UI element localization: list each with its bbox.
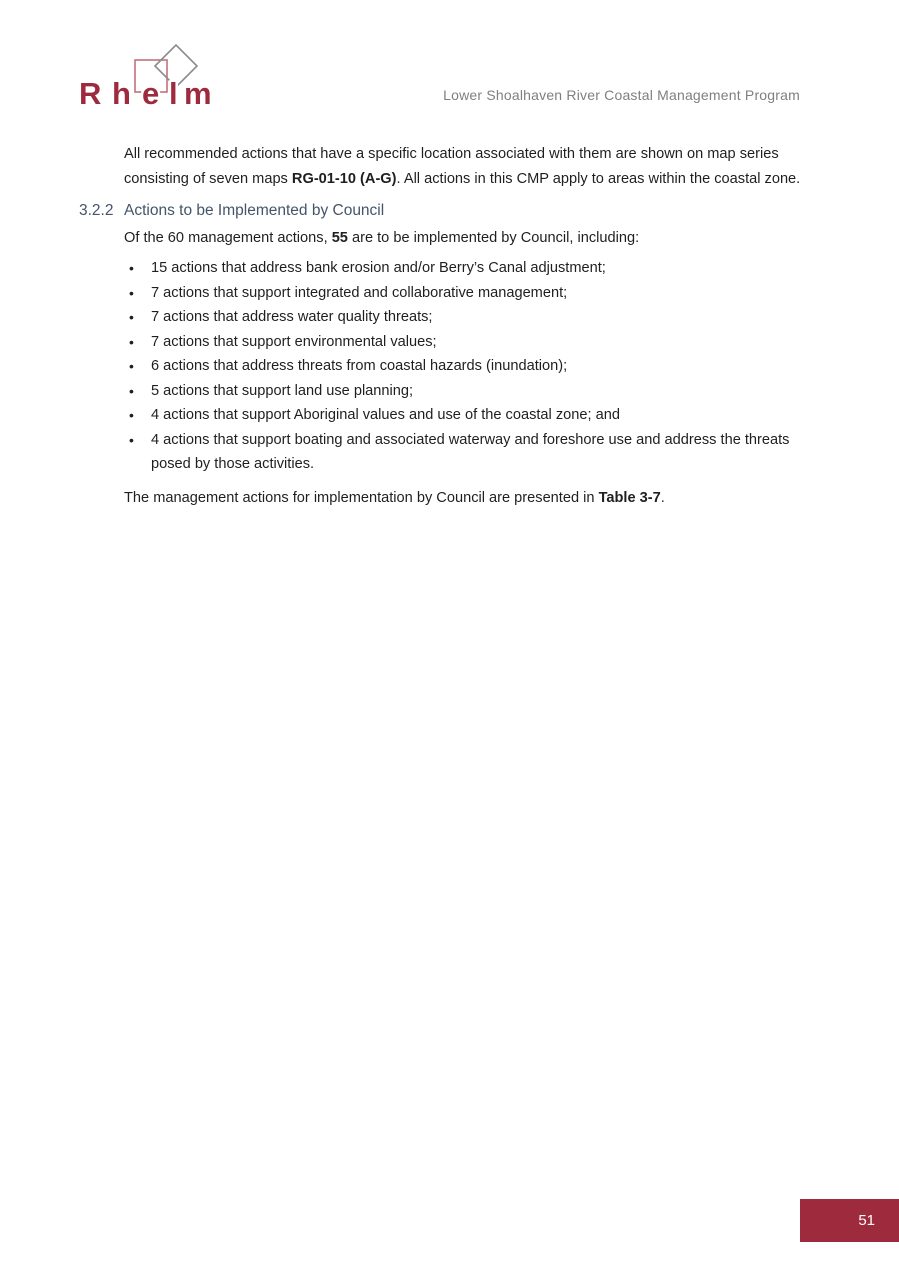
list-item: • 7 actions that support integrated and collaborative management; (124, 281, 824, 306)
list-item: • 4 actions that support boating and associated waterway and foreshore use and address the threats posed by those activities. (124, 428, 824, 477)
action-count: 55 (331, 230, 348, 246)
logo-letter: l (169, 76, 178, 110)
section-heading (79, 200, 824, 222)
logo-letter: R (79, 76, 102, 110)
rhelm-logo (78, 44, 238, 110)
table-reference: Table 3-7 (598, 489, 661, 506)
closing-text: . (660, 489, 665, 506)
logo-letter: h (112, 76, 131, 110)
document-body (79, 142, 824, 511)
list-item: • 6 actions that address threats from coastal hazards (inundation); (124, 354, 824, 379)
intro-paragraph (124, 142, 824, 192)
lead-text: are to be implemented by Council, including: (347, 230, 640, 246)
page-number-badge: 51 (800, 1199, 899, 1242)
list-item: • 5 actions that support land use planning; (124, 379, 824, 404)
list-item: • 7 actions that support environmental values; (124, 330, 824, 355)
list-item: • 4 actions that support Aboriginal values and use of the coastal zone; and (124, 403, 824, 428)
list-item: • 7 actions that address water quality threats; (124, 305, 824, 330)
closing-text: The management actions for implementation by Council are presented in (124, 489, 599, 506)
lead-text: Of the 60 management actions, (124, 230, 332, 246)
section-number: 3.2.2 (79, 202, 114, 219)
rhelm-logo-graphic (78, 44, 238, 110)
list-item: • 15 actions that address bank erosion and/or Berry’s Canal adjustment; (124, 256, 824, 281)
section-title: Actions to be Implemented by Council (124, 202, 385, 219)
action-bullet-list (124, 256, 824, 477)
document-header-title: Lower Shoalhaven River Coastal Management Program (443, 87, 800, 103)
logo-letter: m (184, 76, 212, 110)
intro-text: All recommended actions that have a specific location associated with them are shown on map series consisting of seven maps (124, 146, 779, 187)
logo-letter: e (142, 76, 160, 110)
intro-text: . All actions in this CMP apply to areas within the coastal zone. (396, 171, 801, 187)
lead-paragraph (124, 226, 824, 251)
map-series-reference: RG-01-10 (A-G) (291, 171, 397, 187)
closing-paragraph (124, 486, 824, 511)
